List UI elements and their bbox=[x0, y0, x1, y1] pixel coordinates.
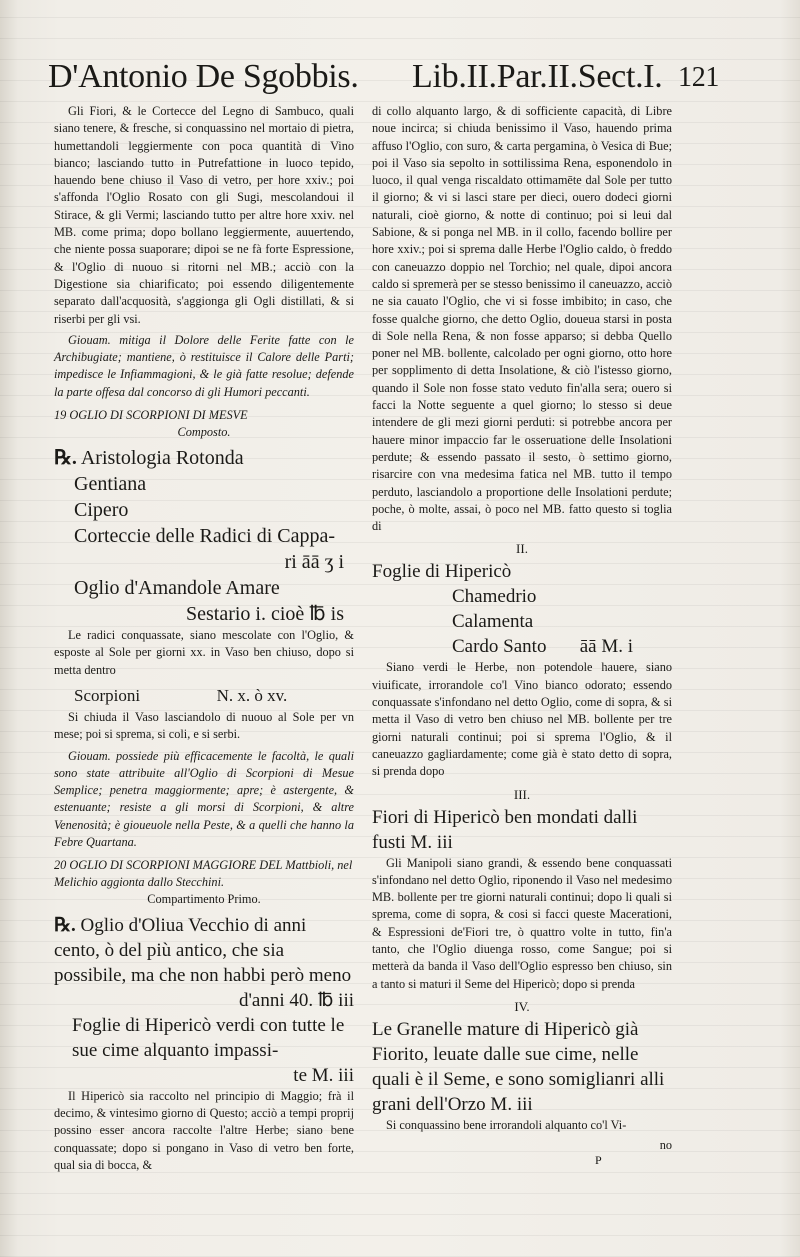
ingredient-quantity: d'anni 40. ℔ iii bbox=[238, 989, 354, 1011]
step-number: III. bbox=[513, 786, 531, 802]
ingredient: Aristologia Rotonda bbox=[80, 447, 244, 470]
header-section: Lib.II.Par.II.Sect.I. bbox=[412, 58, 663, 95]
catchword: no bbox=[659, 1138, 672, 1153]
recipe-symbol: ℞. bbox=[54, 447, 77, 470]
section-number: 20 bbox=[54, 858, 67, 873]
page-number: 121 bbox=[678, 62, 720, 93]
section-title: OGLIO DI SCORPIONI DI MESVE bbox=[69, 408, 248, 423]
paragraph: Il Hipericò sia raccolto nel principio di Maggio; frà il decimo, & vintesimo giorno di Questo; acciò a tempi proprij possino esser ancora raccolte l'altre Herbe; siano bene conquassate; dopo si pongano in Vaso di vetro ben forte, qual sia di bocca, & bbox=[54, 1088, 354, 1172]
paragraph: di collo alquanto largo, & di sofficiente capacità, di Libre noue incirca; si chiuda benissimo il Vaso, hauendo prima affuso l'Oglio, con suro, & carta pergamina, ò Vesica di Bue; poi il Vaso sia sepolto in sottilissima Rena, esponendolo in luoco, il qual venga riscaldato ottimamēte dal Sole per tutto il giorno; & vi si lasci stare per dieci, ouero dodeci giorni naturali, cioè giorno, & notte di continuo; poi si leui dal Sabione, & si ponga nel MB. in il collo, facendo bollire per hore xxiv.; poi si sprema dalle Herbe l'Oglio caldo, ò freddo con caneuazzo doppio nel Torchio; nel quale, dipoi ancora caldo si spremerà per se stesso benissimo il caneuazzo, acciò ne sia cauato l'Oglio, che vi si fosse imbibito; in caso, che fosse qualche giorno, che detto Oglio, doueua starsi in posta di Sole nella Rena, & non fosse apparso; si debba Quello poner nel MB. bollente, calcolado per ogni giorno, otto hore per sopplimento di detta Insolatione, & ciò l'istesso giorno, quando il Sole non fosse stato veduto fin'alla sera; ouero si facci la Notte seguente a quel giorno; lo stesso si deue intendere de gli mezi giorni perduti: si potrebbe ancora per hauere minor impaccio far le osseruatione delle Insolationi perdute; & essendo passato il sesto, ò settimo giorno, risarcire con vna medesima fatica nel MB. tutto il tempo perduto, lasciandolo a proportione delle Insolationi perdute; poche, ò molte, assai, ò poco nel MB. fatto questo si toglia di bbox=[372, 104, 672, 534]
ingredient-quantity: Sestario i. cioè ℔ is bbox=[186, 603, 344, 626]
ingredient-quantity: ri āā ʒ i bbox=[284, 551, 344, 574]
ingredient: Foglie di Hipericò bbox=[372, 561, 512, 583]
right-column bbox=[372, 103, 672, 1153]
left-column bbox=[54, 103, 354, 1178]
ingredient: Oglio d'Amandole Amare bbox=[74, 577, 280, 600]
ingredient: Cardo Santo āā M. i bbox=[452, 636, 634, 658]
ingredient-quantity: te M. iii bbox=[293, 1064, 354, 1086]
ingredient: Foglie di Hipericò verdi con tutte le sue cime alquanto impassi- bbox=[72, 1014, 345, 1061]
ingredient-line: ℞. Oglio d'Oliua Vecchio di anni cento, ò del più antico, che sia possibile, ma che non habbi però meno bbox=[54, 914, 352, 986]
paragraph-virtues: Giouam. mitiga il Dolore delle Ferite fatte con le Archibugiate; mantiene, ò restituisce il Calore delle Parti; impedisce le Infiammagioni, & le già fatte resolue; defende la parte offesa dal concorso di gli Humori peccanti. bbox=[54, 332, 354, 399]
running-header bbox=[48, 58, 788, 100]
section-heading bbox=[54, 407, 354, 424]
paragraph: Si chiuda il Vaso lasciandolo di nuouo al Sole per vn mese; poi si sprema, si coli, e si serbi. bbox=[54, 709, 354, 742]
section-title: OGLIO DI SCORPIONI MAGGIORE DEL Mattbioli, nel Melichio aggionta dallo Stecchini. bbox=[54, 858, 353, 890]
paragraph: Siano verdi le Herbe, non potendole hauere, siano viuificate, irrorandole co'l Vino bianco odorato; essendo conquassate s'infondano nel detto Oglio, come di sopra, & si metta il Vaso di vetro ben chiuso nel MB. bollente per tre giorni naturali continui; poi si sprema l'Oglio, & il caneuazzo gagliardamente; come già è stato detto di sopra, si prenda dopo bbox=[372, 660, 672, 779]
ingredient: Corteccie delle Radici di Cappa- bbox=[74, 525, 336, 548]
signature-mark: P bbox=[595, 1153, 602, 1167]
paragraph: Si conquassino bene irrorandoli alquanto co'l Vi- bbox=[386, 1117, 627, 1132]
paragraph: Gli Manipoli siano grandi, & essendo bene conquassati s'infondano nel detto Oglio, riponendo il Vaso nel medesimo MB. bollente per tre giorni naturali continui; dopo li quali si sprema, come di sopra, & cosi si facci queste Macerationi, & Espressioni de'Fiori tre, ò quattro volte in tutto, fin'a tanto, che l'Oglio diuenga rosso, come Sangue; poi si metterà da banda il Vaso dell'Oglio espresso ben chiuso, sin a tanto si maturi il Seme del Hipericò; dopo si prenda bbox=[372, 855, 672, 991]
paragraph-virtues: Giouam. possiede più efficacemente le facoltà, le quali sono state attribuite all'Oglio di Scorpioni di Mesue Semplice; penetra maggiormente; apre; è astergente, & estenuante; resiste a gli morsi di Scorpioni, & altre Venenosità; è gioueuole nella Peste, & a quelli che hanno la Febre Quartana. bbox=[54, 748, 354, 850]
step-number: II. bbox=[516, 541, 528, 557]
ingredient: Chamedrio bbox=[452, 586, 537, 608]
subsection-title: Compartimento Primo. bbox=[147, 892, 261, 907]
recipe-symbol: ℞. bbox=[54, 914, 76, 936]
paragraph: Gli Fiori, & le Cortecce del Legno di Sambuco, quali siano tenere, & fresche, si conquassino nel mortaio di pietra, humettandoli leggiermente con poca quantità di Vino bianco; lasciando tutto in Putrefattione in luoco tepido, hauendo bene chiuso il Vaso di vetro, per hore xxiv.; poi s'affonda l'Oglio Rosato con gli Sugi, mescolandoui il Stirace, & gli Vermi; lasciando tutto per altre hore xxiv. nel MB. come prima; dopo bollano leggiermente, auuertendo, che niente possa suaporare; dipoi se ne fà forte Espressione, & l'Oglio di nuouo si ritorni nel MB.; acciò con la Digestione sia chiarificato; poi essendo diligentemente separato dall'acquosità, s'aggionga gli Ogli distillati, & si riserbi per gli vsi. bbox=[54, 104, 354, 326]
section-subtitle: Composto. bbox=[177, 425, 231, 440]
paragraph: Le radici conquassate, siano mescolate con l'Oglio, & esposte al Sole per giorni xx. in Vaso ben chiuso, dopo si metta dentro bbox=[54, 628, 354, 677]
header-author: D'Antonio De Sgobbis. bbox=[48, 58, 359, 95]
ingredient: Le Granelle mature di Hipericò già Fiorito, leuate dalle sue cime, nelle quali è il Seme, e sono somiglianri alli grani dell'Orzo M. iii bbox=[372, 1018, 665, 1115]
step-number: IV. bbox=[514, 998, 530, 1014]
section-number: 19 bbox=[54, 408, 67, 423]
ingredient: Fiori di Hipericò ben mondati dalli fusti M. iii bbox=[372, 806, 638, 853]
ingredient: Calamenta bbox=[452, 611, 534, 633]
ingredient-line bbox=[54, 445, 354, 471]
section-heading bbox=[54, 857, 354, 891]
ingredient: Scorpioni N. x. ò xv. bbox=[74, 685, 288, 705]
ingredient: Cipero bbox=[74, 499, 129, 522]
ingredient: Gentiana bbox=[74, 473, 147, 496]
